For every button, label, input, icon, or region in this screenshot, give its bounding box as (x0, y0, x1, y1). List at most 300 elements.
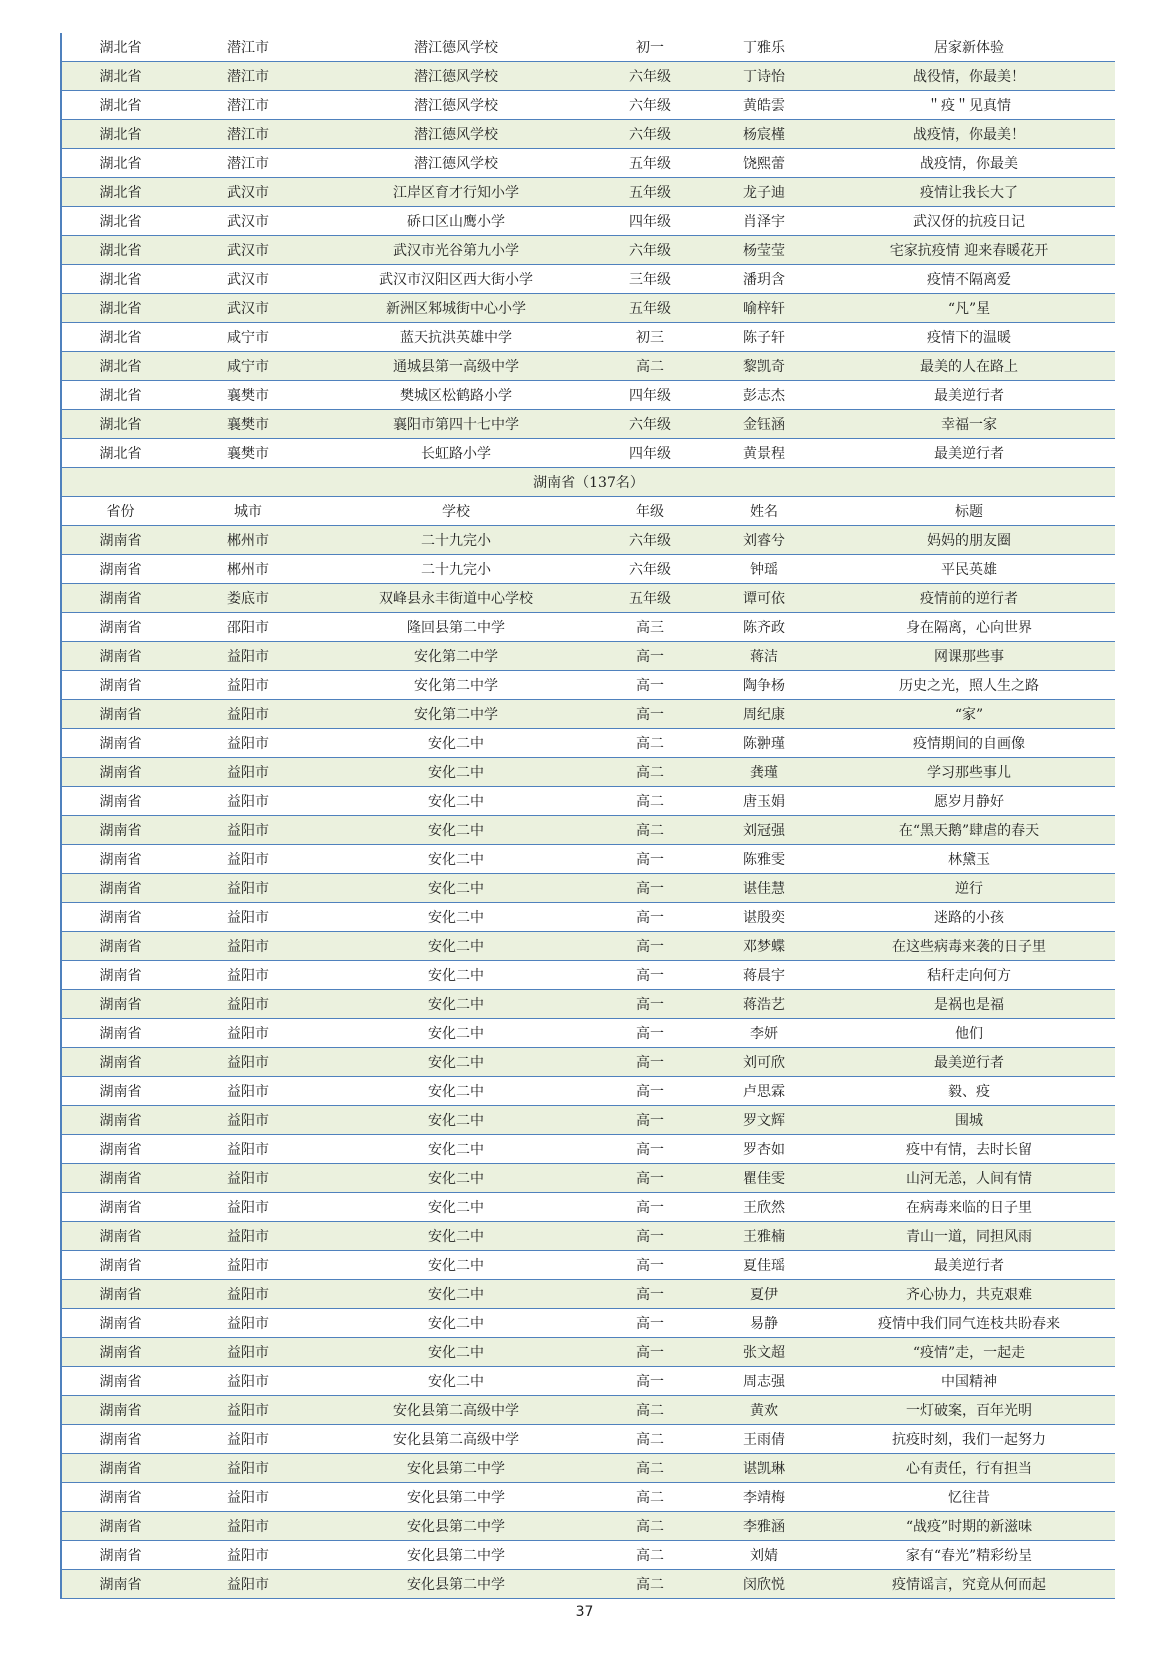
school-cell: 安化二中 (317, 816, 595, 845)
name-cell: 刘睿兮 (705, 526, 823, 555)
table-row (61, 1454, 1115, 1483)
title-cell: 网课那些事 (823, 642, 1115, 671)
school-cell: 潜江德风学校 (317, 120, 595, 149)
table-row (61, 874, 1115, 903)
grade-cell: 六年级 (595, 410, 705, 439)
award-list-table (60, 33, 1114, 1599)
province-cell: 湖南省 (61, 613, 179, 642)
table-row (61, 62, 1115, 91)
province-cell: 湖南省 (61, 700, 179, 729)
table-row (61, 1338, 1115, 1367)
grade-cell: 高一 (595, 642, 705, 671)
table-row (61, 33, 1115, 62)
school-cell: 通城县第一高级中学 (317, 352, 595, 381)
table-row (61, 1222, 1115, 1251)
table-row (61, 1077, 1115, 1106)
city-cell: 郴州市 (179, 555, 317, 584)
province-cell: 湖北省 (61, 410, 179, 439)
table-row (61, 120, 1115, 149)
grade-cell: 高一 (595, 903, 705, 932)
province-cell: 湖北省 (61, 265, 179, 294)
province-cell: 湖南省 (61, 642, 179, 671)
name-cell: 丁诗怡 (705, 62, 823, 91)
table-row (61, 816, 1115, 845)
province-cell: 湖南省 (61, 1570, 179, 1599)
table-row (61, 381, 1115, 410)
table-row (61, 932, 1115, 961)
table-row (61, 990, 1115, 1019)
grade-cell: 高二 (595, 352, 705, 381)
name-cell: 周志强 (705, 1367, 823, 1396)
city-cell: 娄底市 (179, 584, 317, 613)
title-cell: 心有责任，行有担当 (823, 1454, 1115, 1483)
province-cell: 湖南省 (61, 1048, 179, 1077)
title-cell: 齐心协力，共克艰难 (823, 1280, 1115, 1309)
title-cell: “凡”星 (823, 294, 1115, 323)
title-cell: 武汉伢的抗疫日记 (823, 207, 1115, 236)
school-cell: 安化县第二中学 (317, 1483, 595, 1512)
header-school: 学校 (317, 497, 595, 526)
table-row (61, 178, 1115, 207)
name-cell: 龙子迪 (705, 178, 823, 207)
province-cell: 湖南省 (61, 1454, 179, 1483)
title-cell: “战疫”时期的新滋味 (823, 1512, 1115, 1541)
city-cell: 益阳市 (179, 1367, 317, 1396)
table-row (61, 526, 1115, 555)
title-cell: 山河无恙，人间有情 (823, 1164, 1115, 1193)
province-cell: 湖南省 (61, 1164, 179, 1193)
name-cell: 杨宸槿 (705, 120, 823, 149)
city-cell: 益阳市 (179, 1280, 317, 1309)
school-cell: 双峰县永丰街道中心学校 (317, 584, 595, 613)
title-cell: 疫情让我长大了 (823, 178, 1115, 207)
table-row (61, 758, 1115, 787)
grade-cell: 高二 (595, 787, 705, 816)
city-cell: 武汉市 (179, 265, 317, 294)
city-cell: 武汉市 (179, 294, 317, 323)
title-cell: “疫情”走，一起走 (823, 1338, 1115, 1367)
title-cell: 迷路的小孩 (823, 903, 1115, 932)
grade-cell: 高一 (595, 1222, 705, 1251)
table-row (61, 1019, 1115, 1048)
city-cell: 益阳市 (179, 1222, 317, 1251)
school-cell: 安化县第二中学 (317, 1541, 595, 1570)
grade-cell: 高二 (595, 1512, 705, 1541)
school-cell: 安化二中 (317, 1135, 595, 1164)
school-cell: 安化二中 (317, 1048, 595, 1077)
name-cell: 罗文辉 (705, 1106, 823, 1135)
province-cell: 湖南省 (61, 1019, 179, 1048)
province-cell: 湖北省 (61, 294, 179, 323)
title-cell: 在“黑天鹅”肆虐的春天 (823, 816, 1115, 845)
title-cell: 宅家抗疫情 迎来春暖花开 (823, 236, 1115, 265)
city-cell: 武汉市 (179, 236, 317, 265)
city-cell: 益阳市 (179, 1541, 317, 1570)
province-cell: 湖南省 (61, 845, 179, 874)
table-row (61, 1106, 1115, 1135)
city-cell: 益阳市 (179, 700, 317, 729)
city-cell: 益阳市 (179, 874, 317, 903)
grade-cell: 六年级 (595, 526, 705, 555)
province-cell: 湖北省 (61, 62, 179, 91)
school-cell: 安化二中 (317, 1251, 595, 1280)
school-cell: 安化二中 (317, 758, 595, 787)
city-cell: 襄樊市 (179, 381, 317, 410)
title-cell: 疫情下的温暖 (823, 323, 1115, 352)
table-row (61, 91, 1115, 120)
grade-cell: 高一 (595, 1367, 705, 1396)
school-cell: 安化第二中学 (317, 642, 595, 671)
school-cell: 武汉市汉阳区西大街小学 (317, 265, 595, 294)
grade-cell: 高一 (595, 1048, 705, 1077)
school-cell: 安化二中 (317, 1019, 595, 1048)
school-cell: 安化二中 (317, 932, 595, 961)
table-row (61, 236, 1115, 265)
province-cell: 湖北省 (61, 352, 179, 381)
school-cell: 蓝天抗洪英雄中学 (317, 323, 595, 352)
province-cell: 湖北省 (61, 120, 179, 149)
school-cell: 潜江德风学校 (317, 62, 595, 91)
grade-cell: 高一 (595, 671, 705, 700)
city-cell: 潜江市 (179, 149, 317, 178)
name-cell: 夏佳瑶 (705, 1251, 823, 1280)
grade-cell: 五年级 (595, 294, 705, 323)
school-cell: 安化二中 (317, 1309, 595, 1338)
city-cell: 益阳市 (179, 990, 317, 1019)
title-cell: 最美逆行者 (823, 1048, 1115, 1077)
grade-cell: 高二 (595, 1454, 705, 1483)
name-cell: 陈雅雯 (705, 845, 823, 874)
city-cell: 益阳市 (179, 1309, 317, 1338)
name-cell: 饶熙蕾 (705, 149, 823, 178)
city-cell: 益阳市 (179, 1512, 317, 1541)
title-cell: 逆行 (823, 874, 1115, 903)
name-cell: 刘冠强 (705, 816, 823, 845)
table-row (61, 1570, 1115, 1599)
table-row (61, 294, 1115, 323)
name-cell: 王雅楠 (705, 1222, 823, 1251)
grade-cell: 高一 (595, 1280, 705, 1309)
school-cell: 二十九完小 (317, 526, 595, 555)
title-cell: 一灯破案，百年光明 (823, 1396, 1115, 1425)
title-cell: 战疫情，你最美！ (823, 120, 1115, 149)
school-cell: 樊城区松鹤路小学 (317, 381, 595, 410)
hunan-section-title: 湖南省（137名） (61, 468, 1115, 497)
grade-cell: 高一 (595, 1309, 705, 1338)
province-cell: 湖北省 (61, 236, 179, 265)
city-cell: 益阳市 (179, 1396, 317, 1425)
grade-cell: 三年级 (595, 265, 705, 294)
province-cell: 湖南省 (61, 1280, 179, 1309)
city-cell: 武汉市 (179, 207, 317, 236)
title-cell: 围城 (823, 1106, 1115, 1135)
title-cell: 是祸也是福 (823, 990, 1115, 1019)
city-cell: 郴州市 (179, 526, 317, 555)
grade-cell: 初三 (595, 323, 705, 352)
title-cell: 疫情谣言，究竟从何而起 (823, 1570, 1115, 1599)
header-name: 姓名 (705, 497, 823, 526)
grade-cell: 六年级 (595, 91, 705, 120)
grade-cell: 高二 (595, 758, 705, 787)
school-cell: 安化县第二高级中学 (317, 1396, 595, 1425)
title-cell: 居家新体验 (823, 33, 1115, 62)
table-row (61, 1396, 1115, 1425)
title-cell: 最美逆行者 (823, 439, 1115, 468)
school-cell: 安化二中 (317, 1338, 595, 1367)
school-cell: 安化二中 (317, 874, 595, 903)
table-row (61, 671, 1115, 700)
table-row (61, 1048, 1115, 1077)
city-cell: 益阳市 (179, 758, 317, 787)
school-cell: 安化二中 (317, 990, 595, 1019)
name-cell: 刘婧 (705, 1541, 823, 1570)
grade-cell: 高一 (595, 932, 705, 961)
grade-cell: 五年级 (595, 149, 705, 178)
school-cell: 二十九完小 (317, 555, 595, 584)
header-title: 标题 (823, 497, 1115, 526)
title-cell: 学习那些事儿 (823, 758, 1115, 787)
city-cell: 潜江市 (179, 91, 317, 120)
province-cell: 湖南省 (61, 1425, 179, 1454)
school-cell: 新洲区邾城街中心小学 (317, 294, 595, 323)
city-cell: 潜江市 (179, 33, 317, 62)
province-cell: 湖南省 (61, 729, 179, 758)
school-cell: 安化二中 (317, 845, 595, 874)
name-cell: 龚瑾 (705, 758, 823, 787)
hubei-rows (61, 33, 1115, 468)
table-row (61, 1135, 1115, 1164)
city-cell: 益阳市 (179, 1135, 317, 1164)
grade-cell: 高一 (595, 874, 705, 903)
table-row (61, 1280, 1115, 1309)
province-cell: 湖南省 (61, 1541, 179, 1570)
province-cell: 湖北省 (61, 439, 179, 468)
city-cell: 益阳市 (179, 729, 317, 758)
table-row (61, 1193, 1115, 1222)
name-cell: 陈子轩 (705, 323, 823, 352)
title-cell: 身在隔离，心向世界 (823, 613, 1115, 642)
title-cell: 家有“春光”精彩纷呈 (823, 1541, 1115, 1570)
title-cell: 在病毒来临的日子里 (823, 1193, 1115, 1222)
province-cell: 湖南省 (61, 1309, 179, 1338)
table-row (61, 1251, 1115, 1280)
title-cell: 幸福一家 (823, 410, 1115, 439)
table-row (61, 613, 1115, 642)
name-cell: 黄皓雲 (705, 91, 823, 120)
table-row (61, 1164, 1115, 1193)
name-cell: 李靖梅 (705, 1483, 823, 1512)
school-cell: 安化二中 (317, 1077, 595, 1106)
name-cell: 罗杏如 (705, 1135, 823, 1164)
city-cell: 益阳市 (179, 1338, 317, 1367)
school-cell: 安化二中 (317, 961, 595, 990)
province-cell: 湖南省 (61, 961, 179, 990)
table-row (61, 1483, 1115, 1512)
grade-cell: 四年级 (595, 207, 705, 236)
table-row (61, 961, 1115, 990)
province-cell: 湖北省 (61, 323, 179, 352)
title-cell: 抗疫时刻，我们一起努力 (823, 1425, 1115, 1454)
table-row (61, 729, 1115, 758)
province-cell: 湖北省 (61, 381, 179, 410)
grade-cell: 高一 (595, 1135, 705, 1164)
name-cell: 卢思霖 (705, 1077, 823, 1106)
province-cell: 湖南省 (61, 1251, 179, 1280)
city-cell: 襄樊市 (179, 410, 317, 439)
hunan-section-row (61, 468, 1115, 497)
province-cell: 湖北省 (61, 33, 179, 62)
header-province: 省份 (61, 497, 179, 526)
table-row (61, 1541, 1115, 1570)
grade-cell: 高一 (595, 961, 705, 990)
grade-cell: 高一 (595, 1251, 705, 1280)
name-cell: 蒋浩艺 (705, 990, 823, 1019)
title-cell: 平民英雄 (823, 555, 1115, 584)
name-cell: 邓梦蝶 (705, 932, 823, 961)
city-cell: 益阳市 (179, 642, 317, 671)
title-cell: 疫情不隔离爱 (823, 265, 1115, 294)
city-cell: 益阳市 (179, 932, 317, 961)
grade-cell: 高一 (595, 1106, 705, 1135)
grade-cell: 高二 (595, 1483, 705, 1512)
school-cell: 安化县第二中学 (317, 1512, 595, 1541)
title-cell: 疫情期间的自画像 (823, 729, 1115, 758)
province-cell: 湖南省 (61, 1135, 179, 1164)
table-row (61, 439, 1115, 468)
province-cell: 湖南省 (61, 526, 179, 555)
name-cell: 夏伊 (705, 1280, 823, 1309)
province-cell: 湖南省 (61, 816, 179, 845)
title-cell: 最美逆行者 (823, 381, 1115, 410)
school-cell: 潜江德风学校 (317, 149, 595, 178)
name-cell: 陈齐政 (705, 613, 823, 642)
school-cell: 隆回县第二中学 (317, 613, 595, 642)
grade-cell: 高二 (595, 1396, 705, 1425)
province-cell: 湖南省 (61, 1367, 179, 1396)
name-cell: 谭可依 (705, 584, 823, 613)
grade-cell: 高二 (595, 1425, 705, 1454)
title-cell: 疫情前的逆行者 (823, 584, 1115, 613)
province-cell: 湖南省 (61, 1396, 179, 1425)
grade-cell: 高一 (595, 845, 705, 874)
title-cell: 疫中有情，去时长留 (823, 1135, 1115, 1164)
name-cell: 陶争杨 (705, 671, 823, 700)
table-row (61, 1367, 1115, 1396)
name-cell: 黎凯奇 (705, 352, 823, 381)
title-cell: 战疫情，你最美 (823, 149, 1115, 178)
school-cell: 襄阳市第四十七中学 (317, 410, 595, 439)
name-cell: 易静 (705, 1309, 823, 1338)
grade-cell: 六年级 (595, 120, 705, 149)
school-cell: 安化县第二高级中学 (317, 1425, 595, 1454)
title-cell: 林黛玉 (823, 845, 1115, 874)
city-cell: 益阳市 (179, 1483, 317, 1512)
school-cell: 安化第二中学 (317, 700, 595, 729)
city-cell: 益阳市 (179, 1077, 317, 1106)
table-row (61, 352, 1115, 381)
grade-cell: 六年级 (595, 62, 705, 91)
title-cell: 战役情，你最美！ (823, 62, 1115, 91)
city-cell: 咸宁市 (179, 323, 317, 352)
name-cell: 潘玥含 (705, 265, 823, 294)
table-row (61, 323, 1115, 352)
province-cell: 湖南省 (61, 990, 179, 1019)
grade-cell: 六年级 (595, 555, 705, 584)
name-cell: 王欣然 (705, 1193, 823, 1222)
title-cell: 他们 (823, 1019, 1115, 1048)
table-row (61, 1512, 1115, 1541)
province-cell: 湖北省 (61, 207, 179, 236)
page-number: 37 (575, 1604, 594, 1620)
name-cell: 蒋晨宇 (705, 961, 823, 990)
name-cell: 瞿佳雯 (705, 1164, 823, 1193)
title-cell: 愿岁月静好 (823, 787, 1115, 816)
name-cell: 王雨倩 (705, 1425, 823, 1454)
grade-cell: 高一 (595, 1077, 705, 1106)
grade-cell: 高二 (595, 1570, 705, 1599)
province-cell: 湖南省 (61, 932, 179, 961)
hunan-rows (61, 526, 1115, 1599)
city-cell: 益阳市 (179, 1164, 317, 1193)
city-cell: 益阳市 (179, 1193, 317, 1222)
title-cell: 在这些病毒来袭的日子里 (823, 932, 1115, 961)
grade-cell: 四年级 (595, 381, 705, 410)
name-cell: 黄欢 (705, 1396, 823, 1425)
school-cell: 安化二中 (317, 1193, 595, 1222)
title-cell: 最美逆行者 (823, 1251, 1115, 1280)
name-cell: 谌佳慧 (705, 874, 823, 903)
city-cell: 襄樊市 (179, 439, 317, 468)
school-cell: 安化县第二中学 (317, 1454, 595, 1483)
title-cell: 疫情中我们同气连枝共盼春来 (823, 1309, 1115, 1338)
grade-cell: 高二 (595, 1541, 705, 1570)
grade-cell: 高一 (595, 1164, 705, 1193)
header-grade: 年级 (595, 497, 705, 526)
school-cell: 安化二中 (317, 1280, 595, 1309)
header-city: 城市 (179, 497, 317, 526)
name-cell: 彭志杰 (705, 381, 823, 410)
province-cell: 湖北省 (61, 91, 179, 120)
table-row (61, 1425, 1115, 1454)
title-cell: 毅、疫 (823, 1077, 1115, 1106)
title-cell: 最美的人在路上 (823, 352, 1115, 381)
grade-cell: 五年级 (595, 178, 705, 207)
title-cell: ＂疫＂见真情 (823, 91, 1115, 120)
school-cell: 硚口区山鹰小学 (317, 207, 595, 236)
school-cell: 长虹路小学 (317, 439, 595, 468)
school-cell: 安化二中 (317, 1164, 595, 1193)
title-cell: 青山一道，同担风雨 (823, 1222, 1115, 1251)
title-cell: “家” (823, 700, 1115, 729)
school-cell: 安化二中 (317, 787, 595, 816)
name-cell: 喻梓轩 (705, 294, 823, 323)
table-row (61, 787, 1115, 816)
name-cell: 张文超 (705, 1338, 823, 1367)
province-cell: 湖南省 (61, 1106, 179, 1135)
grade-cell: 高一 (595, 700, 705, 729)
school-cell: 安化二中 (317, 1367, 595, 1396)
school-cell: 安化二中 (317, 1106, 595, 1135)
city-cell: 益阳市 (179, 903, 317, 932)
province-cell: 湖南省 (61, 1338, 179, 1367)
grade-cell: 高一 (595, 1338, 705, 1367)
school-cell: 潜江德风学校 (317, 33, 595, 62)
province-cell: 湖南省 (61, 758, 179, 787)
name-cell: 丁雅乐 (705, 33, 823, 62)
city-cell: 益阳市 (179, 1048, 317, 1077)
name-cell: 李妍 (705, 1019, 823, 1048)
table-row (61, 700, 1115, 729)
